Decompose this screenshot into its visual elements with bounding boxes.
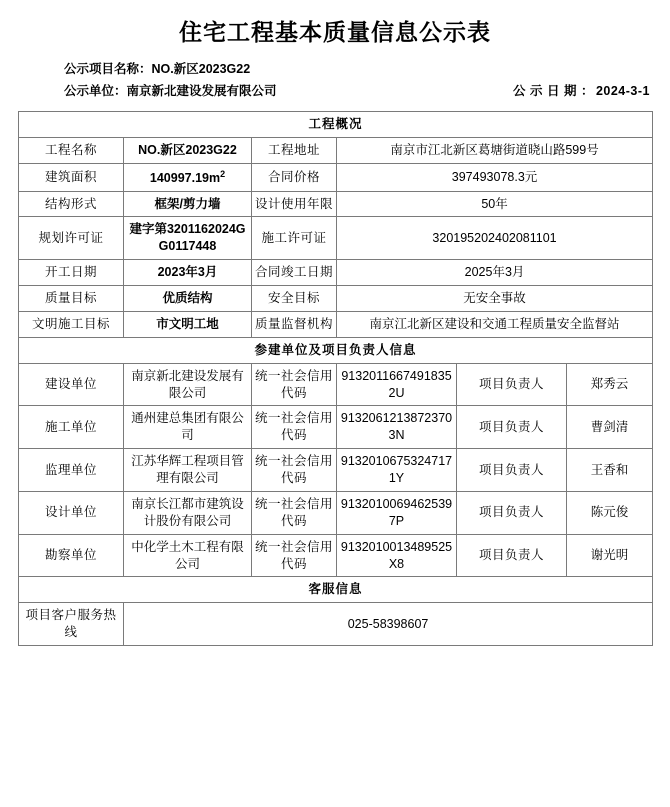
label-start-date: 开工日期	[19, 260, 124, 286]
section-title-service: 客服信息	[19, 577, 653, 603]
value-service-hotline: 025-58398607	[124, 603, 653, 646]
info-table	[18, 111, 653, 646]
value-quality-goal: 优质结构	[124, 286, 252, 312]
table-row	[19, 363, 653, 406]
label-building-area: 建筑面积	[19, 163, 124, 191]
value-structure-type: 框架/剪力墙	[124, 191, 252, 217]
label-civilized-construction-goal: 文明施工目标	[19, 311, 124, 337]
building-area-number: 140997.19m	[149, 170, 221, 185]
value-credit-code-supervisor: 91320106753247171Y	[337, 449, 457, 492]
meta-row-project	[64, 59, 650, 81]
table-row	[19, 163, 653, 191]
value-person-contractor: 曹剑清	[567, 406, 653, 449]
label-credit-code-survey: 统一社会信用代码	[252, 534, 337, 577]
value-supervisor-company: 江苏华辉工程项目管理有限公司	[124, 449, 252, 492]
label-person-owner: 项目负责人	[457, 363, 567, 406]
label-survey-unit: 勘察单位	[19, 534, 124, 577]
table-row	[19, 137, 653, 163]
label-credit-code-contractor: 统一社会信用代码	[252, 406, 337, 449]
value-contract-price: 397493078.3元	[337, 163, 653, 191]
value-planning-permit: 建字第3201162024GG0117448	[124, 217, 252, 260]
label-completion-date: 合同竣工日期	[252, 260, 337, 286]
value-project-name: NO.新区2023G22	[124, 137, 252, 163]
value-credit-code-survey: 9132010013489525X8	[337, 534, 457, 577]
label-supervisor-unit: 监理单位	[19, 449, 124, 492]
value-survey-company: 中化学土木工程有限公司	[124, 534, 252, 577]
label-person-supervisor: 项目负责人	[457, 449, 567, 492]
value-person-survey: 谢光明	[567, 534, 653, 577]
table-row	[19, 603, 653, 646]
table-row	[19, 449, 653, 492]
document-meta	[18, 59, 652, 103]
value-person-supervisor: 王香和	[567, 449, 653, 492]
label-construction-permit: 施工许可证	[252, 217, 337, 260]
label-person-contractor: 项目负责人	[457, 406, 567, 449]
label-quality-goal: 质量目标	[19, 286, 124, 312]
value-construction-permit: 320195202402081101	[337, 217, 653, 260]
value-contractor-company: 通州建总集团有限公司	[124, 406, 252, 449]
label-safety-goal: 安全目标	[252, 286, 337, 312]
section-header-row	[19, 111, 653, 137]
project-name-label: 公示项目名称：	[64, 62, 152, 76]
label-credit-code-owner: 统一社会信用代码	[252, 363, 337, 406]
section-header-row	[19, 337, 653, 363]
label-person-designer: 项目负责人	[457, 491, 567, 534]
label-person-survey: 项目负责人	[457, 534, 567, 577]
page-title: 住宅工程基本质量信息公示表	[179, 20, 491, 45]
value-safety-goal: 无安全事故	[337, 286, 653, 312]
value-credit-code-contractor: 91320612138723703N	[337, 406, 457, 449]
value-credit-code-owner: 91320116674918352U	[337, 363, 457, 406]
label-designer-unit: 设计单位	[19, 491, 124, 534]
building-area-unit-sup: 2	[220, 168, 226, 179]
publish-unit-value: 南京新北建设发展有限公司	[126, 83, 277, 98]
value-supervision-agency: 南京江北新区建设和交通工程质量安全监督站	[337, 311, 653, 337]
label-owner-unit: 建设单位	[19, 363, 124, 406]
meta-row-unit	[64, 81, 650, 103]
label-service-hotline: 项目客户服务热线	[19, 603, 124, 646]
section-title-participants: 参建单位及项目负责人信息	[19, 337, 653, 363]
publish-date-value: 2024-3-1	[595, 83, 650, 98]
value-designer-company: 南京长江都市建筑设计股份有限公司	[124, 491, 252, 534]
value-person-owner: 郑秀云	[567, 363, 653, 406]
table-row	[19, 191, 653, 217]
project-name-value: NO.新区2023G22	[151, 62, 251, 76]
label-structure-type: 结构形式	[19, 191, 124, 217]
label-credit-code-supervisor: 统一社会信用代码	[252, 449, 337, 492]
table-row	[19, 217, 653, 260]
value-owner-company: 南京新北建设发展有限公司	[124, 363, 252, 406]
section-title-overview: 工程概况	[19, 111, 653, 137]
table-row	[19, 534, 653, 577]
table-row	[19, 491, 653, 534]
label-contractor-unit: 施工单位	[19, 406, 124, 449]
label-credit-code-designer: 统一社会信用代码	[252, 491, 337, 534]
value-credit-code-designer: 91320100694625397P	[337, 491, 457, 534]
value-building-area	[124, 163, 252, 191]
label-contract-price: 合同价格	[252, 163, 337, 191]
label-design-life: 设计使用年限	[252, 191, 337, 217]
value-design-life: 50年	[337, 191, 653, 217]
label-supervision-agency: 质量监督机构	[252, 311, 337, 337]
table-row	[19, 260, 653, 286]
label-project-name: 工程名称	[19, 137, 124, 163]
value-completion-date: 2025年3月	[337, 260, 653, 286]
value-person-designer: 陈元俊	[567, 491, 653, 534]
publish-unit-label: 公示单位：	[64, 83, 127, 98]
label-project-address: 工程地址	[252, 137, 337, 163]
table-row	[19, 286, 653, 312]
value-project-address: 南京市江北新区葛塘街道晓山路599号	[337, 137, 653, 163]
value-start-date: 2023年3月	[124, 260, 252, 286]
table-row	[19, 311, 653, 337]
table-row	[19, 406, 653, 449]
publish-date-label: 公 示 日 期 ：	[513, 83, 594, 98]
section-header-row	[19, 577, 653, 603]
label-planning-permit: 规划许可证	[19, 217, 124, 260]
value-civilized-construction-goal: 市文明工地	[124, 311, 252, 337]
